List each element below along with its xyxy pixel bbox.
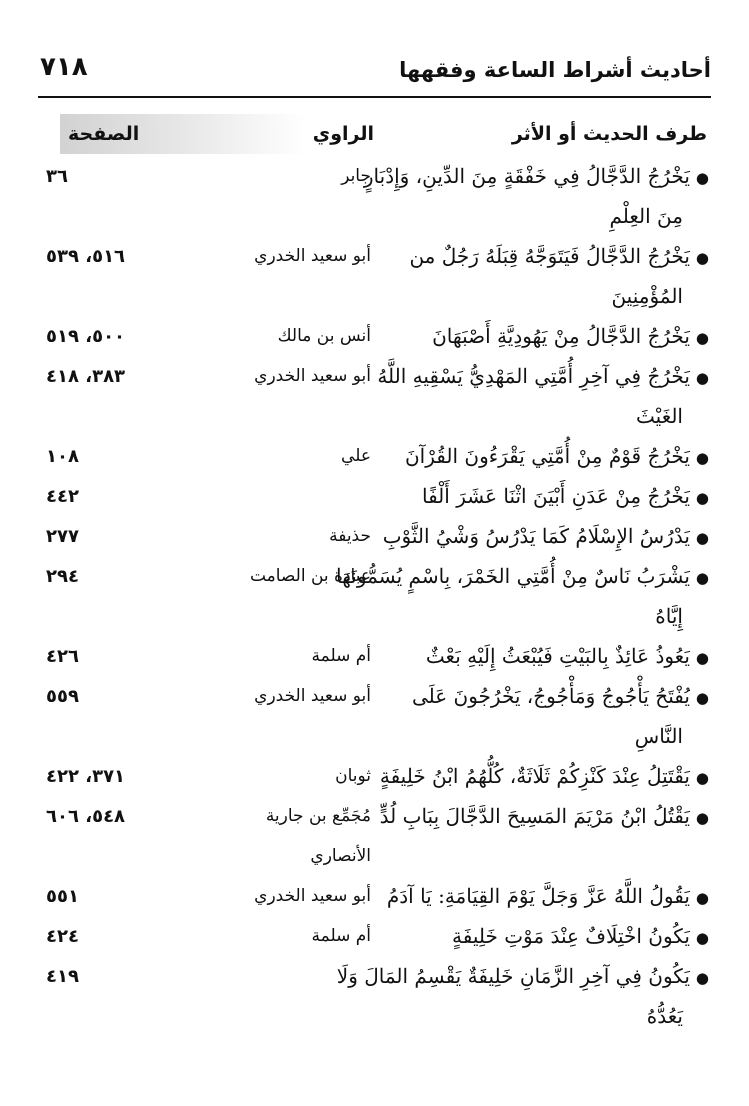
entry-continuation-line [40,600,709,640]
hadith-continuation: يَعُدُّهُ [646,1004,683,1028]
hadith-text: ●يَخْرُجُ الدَّجَّالُ فَيَتَوَجَّهُ قِبَلَهُ رَجُلٌ من [409,244,709,268]
table-header [60,114,709,154]
column-header-page: الصفحة [68,123,140,145]
entry-line [40,320,709,360]
index-entry [40,560,709,640]
narrator: جابر [341,166,371,186]
hadith-text: ●يَقْتُلُ ابْنُ مَرْيَمَ المَسِيحَ الدَّجَّالَ بِبَابِ لُدٍّ [379,804,709,828]
index-entry [40,440,709,480]
entry-line [40,360,709,400]
index-entry [40,880,709,920]
page-references: ٣٦ [46,166,68,187]
bullet-icon: ● [695,769,709,787]
index-entry [40,680,709,760]
bullet-icon: ● [695,369,709,387]
bullet-icon: ● [695,489,709,507]
narrator: أم سلمة [311,926,371,946]
entry-continuation-line [40,280,709,320]
narrator: أبو سعيد الخدري [254,886,371,906]
entry-line [40,920,709,960]
page-references: ٤١٩ [46,966,79,987]
entry-line [40,640,709,680]
entry-continuation-line [40,400,709,440]
page-references: ٤٢٦ [46,646,79,667]
narrator: أنس بن مالك [277,326,371,346]
narrator: أبو سعيد الخدري [254,246,371,266]
bullet-icon: ● [695,969,709,987]
entry-line [40,760,709,800]
page-references: ٤٤٢ [46,486,79,507]
index-entry [40,480,709,520]
entry-continuation-line [40,1000,709,1040]
entry-line [40,680,709,720]
page-references: ١٠٨ [46,446,79,467]
bullet-icon: ● [695,529,709,547]
entry-line [40,160,709,200]
bullet-icon: ● [695,689,709,707]
bullet-icon: ● [695,889,709,907]
hadith-text: ●يَخْرُجُ مِنْ عَدَنِ أَبْيَنَ اثْنَا عَشَرَ أَلْفًا [421,484,709,508]
hadith-text: ●يَدْرُسُ الإِسْلَامُ كَمَا يَدْرُسُ وَشْيُ الثَّوْبِ [382,524,709,548]
bullet-icon: ● [695,569,709,587]
bullet-icon: ● [695,449,709,467]
index-entry [40,240,709,320]
entry-line [40,960,709,1000]
hadith-text: ●يُفْتَحُ يَأْجُوجُ وَمَأْجُوجُ، يَخْرُجُونَ عَلَى [411,684,709,708]
narrator: أم سلمة [311,646,371,666]
bullet-icon: ● [695,649,709,667]
hadith-text: ●يَخْرُجُ الدَّجَّالُ مِنْ يَهُودِيَّةِ أَصْبَهَانَ [432,324,709,348]
hadith-continuation: النَّاسِ [634,724,683,748]
entry-line [40,560,709,600]
hadith-continuation: إِيَّاهُ [655,604,683,628]
index-entry [40,960,709,1040]
entry-line [40,880,709,920]
hadith-text: ●يَقُولُ اللَّهُ عَزَّ وَجَلَّ يَوْمَ القِيَامَةِ: يَا آدَمُ [386,884,709,908]
entry-continuation-line [40,200,709,240]
index-entry [40,360,709,440]
narrator-continuation: الأنصاري [310,846,371,866]
bullet-icon: ● [695,329,709,347]
hadith-text: ●يَعُوذُ عَائِذٌ بِالبَيْتِ فَيُبْعَثُ إِلَيْهِ بَعْثٌ [425,644,709,668]
page-number: ٧١٨ [40,52,88,82]
page-references: ٥٤٨، ٦٠٦ [46,806,126,827]
narrator: عبادة بن الصامت [249,566,371,586]
page-references: ٣٧١، ٤٢٢ [46,766,126,787]
hadith-continuation: الغَيْثَ [636,404,683,428]
bullet-icon: ● [695,809,709,827]
running-head [38,50,711,98]
page-title: أحاديث أشراط الساعة وفقهها [399,58,711,82]
page-references: ٣٨٣، ٤١٨ [46,366,126,387]
index-entry [40,160,709,240]
index-entry [40,760,709,800]
index-entry [40,640,709,680]
hadith-text: ●يَكُونُ اخْتِلَافٌ عِنْدَ مَوْتِ خَلِيفَةٍ [452,924,709,948]
index-entry [40,920,709,960]
bullet-icon: ● [695,169,709,187]
bullet-icon: ● [695,929,709,947]
column-header-hadith: طرف الحديث أو الأثر [511,123,707,145]
page-references: ٢٧٧ [46,526,79,547]
bullet-icon: ● [695,249,709,267]
entry-line [40,240,709,280]
entry-line [40,800,709,840]
narrator: أبو سعيد الخدري [254,366,371,386]
entry-line [40,480,709,520]
page-references: ٤٢٤ [46,926,79,947]
hadith-text: ●يَخْرُجُ فِي آخِرِ أُمَّتِي المَهْدِيُّ يَسْقِيهِ اللَّهُ [377,364,709,388]
index-entries [40,160,709,1040]
entry-line [40,440,709,480]
hadith-text: ●يَخْرُجُ قَوْمٌ مِنْ أُمَّتِي يَقْرَءُونَ القُرْآنَ [404,444,709,468]
narrator: أبو سعيد الخدري [254,686,371,706]
narrator: حذيفة [329,526,371,546]
page-references: ٥٥٩ [46,686,79,707]
narrator: علي [341,446,371,466]
narrator: ثوبان [335,766,371,786]
entry-continuation-line [40,840,709,880]
hadith-continuation: مِنَ العِلْمِ [609,204,683,228]
index-entry [40,520,709,560]
column-header-narrator: الراوي [312,123,374,145]
hadith-text: ●يَكُونُ فِي آخِرِ الزَّمَانِ خَلِيفَةٌ يَقْسِمُ المَالَ وَلَا [336,964,709,988]
page-references: ٢٩٤ [46,566,79,587]
entry-line [40,520,709,560]
page-references: ٥١٦، ٥٣٩ [46,246,126,267]
entry-continuation-line [40,720,709,760]
index-entry [40,800,709,880]
hadith-text: ●يَشْرَبُ نَاسٌ مِنْ أُمَّتِي الخَمْرَ، بِاسْمٍ يُسَمُّونَهَا [335,564,709,588]
page-references: ٥٠٠، ٥١٩ [46,326,126,347]
hadith-text: ●يَخْرُجُ الدَّجَّالُ فِي خَفْقَةٍ مِنَ الدِّينِ، وَإِدْبَارٍ [363,164,709,188]
page-references: ٥٥١ [46,886,79,907]
index-entry [40,320,709,360]
hadith-continuation: المُؤْمِنِينَ [611,284,683,308]
narrator: مُجَمِّع بن جارية [265,806,371,826]
hadith-text: ●يَقْتَتِلُ عِنْدَ كَنْزِكُمْ ثَلَاثَةٌ، كُلُّهُمُ ابْنُ خَلِيفَةٍ [379,764,709,788]
